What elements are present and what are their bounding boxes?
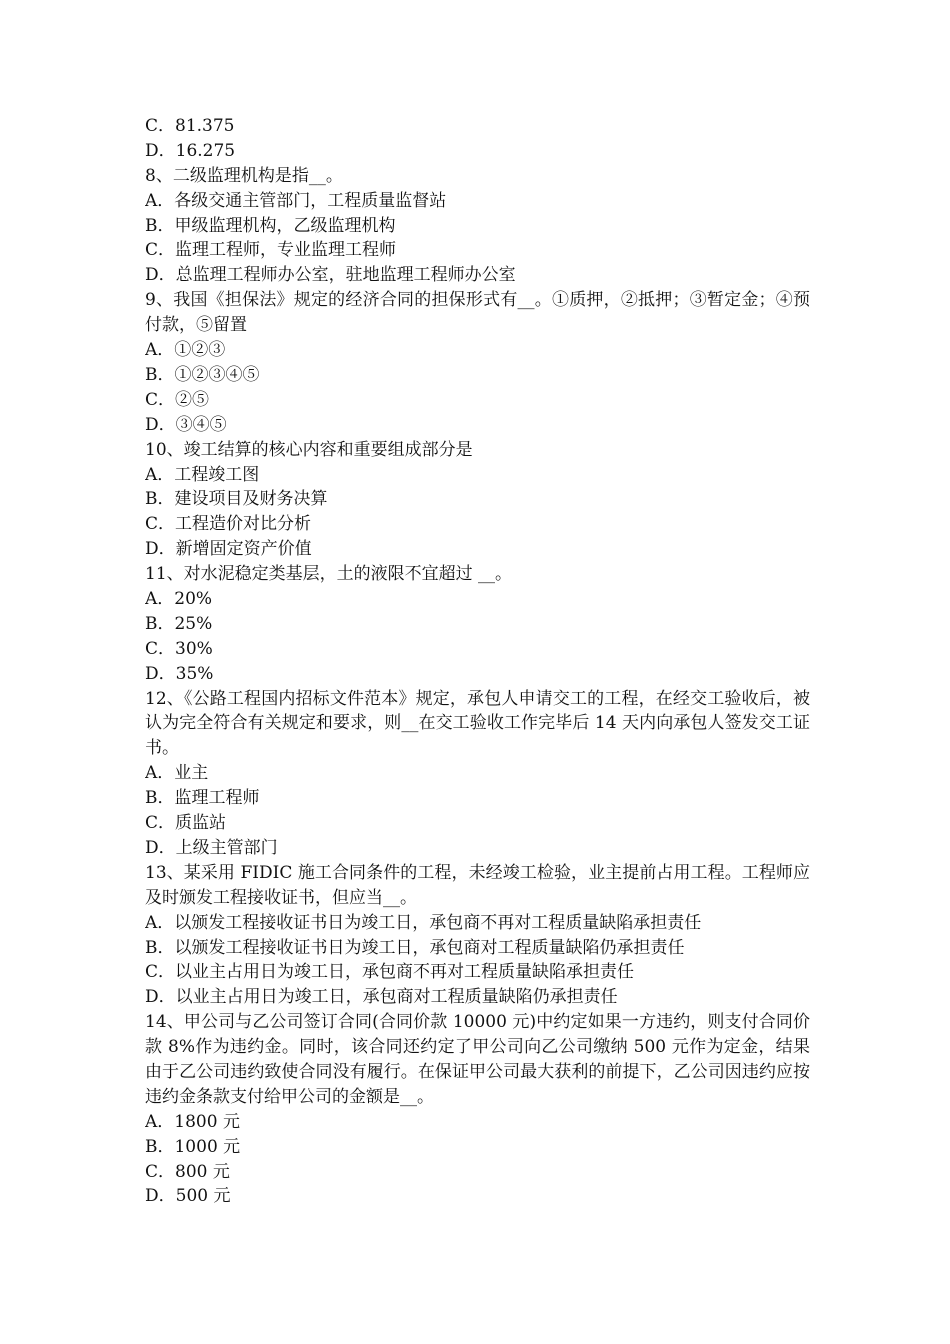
option-a-q8: A．各级交通主管部门，工程质量监督站	[145, 190, 447, 211]
option-c-q13: C．以业主占用日为竣工日，承包商不再对工程质量缺陷承担责任	[145, 962, 635, 983]
question-9: 9、我国《担保法》规定的经济合同的担保形式有__。①质押，②抵押；③暂定金；④预付款，⑤留置	[145, 290, 810, 336]
option-b-q10: B．建设项目及财务决算	[145, 489, 328, 510]
option-c-q7: C．81.375	[145, 116, 235, 136]
option-b-q13: B．以颁发工程接收证书日为竣工日，承包商对工程质量缺陷仍承担责任	[145, 937, 685, 958]
option-a-q12: A．业主	[145, 763, 209, 784]
question-8: 8、二级监理机构是指__。	[145, 165, 343, 186]
option-d-q7: D．16.275	[145, 140, 236, 161]
option-b-q14: B．1000 元	[145, 1136, 241, 1157]
option-c-q14: C．800 元	[145, 1161, 230, 1182]
option-b-q9: B．①②③④⑤	[145, 364, 260, 385]
option-b-q12: B．监理工程师	[145, 788, 260, 809]
option-a-q13: A．以颁发工程接收证书日为竣工日，承包商不再对工程质量缺陷承担责任	[145, 912, 702, 933]
option-c-q10: C．工程造价对比分析	[145, 514, 312, 535]
option-d-q12: D．上级主管部门	[145, 837, 278, 858]
option-c-q12: C．质监站	[145, 813, 227, 834]
option-c-q11: C．30%	[145, 638, 213, 659]
option-a-q14: A．1800 元	[145, 1111, 240, 1132]
option-a-q9: A．①②③	[145, 340, 226, 361]
option-d-q14: D．500 元	[145, 1186, 231, 1207]
option-a-q11: A．20%	[145, 588, 213, 609]
option-d-q8: D．总监理工程师办公室，驻地监理工程师办公室	[145, 265, 516, 286]
question-10: 10、竣工结算的核心内容和重要组成部分是	[145, 439, 473, 460]
question-14: 14、甲公司与乙公司签订合同(合同价款 10000 元)中约定如果一方违约，则支付合同价款 8%作为违约金。同时，该合同还约定了甲公司向乙公司缴纳 500 元作为定金，结果由于乙公司违约致使合同没有履行。在保证甲公司最大获利的前提下，乙公司因违约应按违约金条款支付给甲公司的金额是__。	[145, 1012, 810, 1107]
option-d-q9: D．③④⑤	[145, 414, 227, 435]
option-d-q10: D．新增固定资产价值	[145, 539, 312, 560]
option-d-q13: D．以业主占用日为竣工日，承包商对工程质量缺陷仍承担责任	[145, 987, 618, 1008]
question-11: 11、对水泥稳定类基层，土的液限不宜超过 __。	[145, 564, 513, 585]
option-b-q11: B．25%	[145, 613, 213, 634]
question-13: 13、某采用 FIDIC 施工合同条件的工程，未经竣工检验，业主提前占用工程。工程师应及时颁发工程接收证书，但应当__。	[145, 862, 810, 908]
option-a-q10: A．工程竣工图	[145, 464, 260, 485]
option-c-q8: C．监理工程师，专业监理工程师	[145, 240, 397, 261]
option-b-q8: B．甲级监理机构，乙级监理机构	[145, 215, 396, 236]
option-d-q11: D．35%	[145, 663, 214, 684]
option-c-q9: C．②⑤	[145, 389, 210, 410]
question-12: 12、《公路工程国内招标文件范本》规定，承包人申请交工的工程，在经交工验收后，被认为完全符合有关规定和要求，则__在交工验收工作完毕后 14 天内向承包人签发交工证书。	[145, 688, 810, 759]
document-page	[145, 114, 810, 1209]
